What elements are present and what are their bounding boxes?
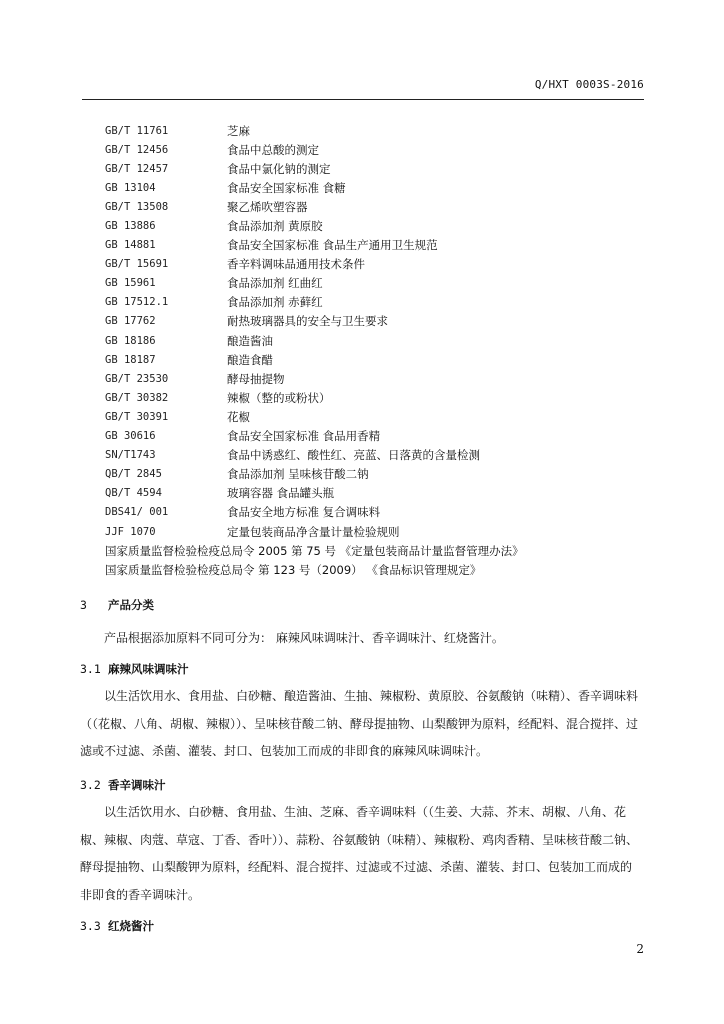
reference-item — [105, 427, 645, 446]
section-number: 3.1 — [80, 662, 101, 676]
reference-code: GB/T 30382 — [105, 391, 169, 404]
reference-item — [105, 197, 645, 216]
reference-code: GB 30616 — [105, 430, 156, 443]
section-3-1-heading — [80, 661, 189, 677]
section-3-3-heading — [80, 918, 154, 934]
reference-code: QB/T 4594 — [105, 487, 162, 500]
reference-code: GB 17512.1 — [105, 296, 169, 309]
section-3-1-body: 以生活饮用水、食用盐、白砂糖、酿造酱油、生抽、辣椒粉、黄原胶、谷氨酸钠（味精）、香辛调味料（（花椒、八角、胡椒、辣椒））、呈味核苷酸二钠、酵母提抽物、山梨酸钾为原料，经配料、混合搅拌、过滤或不过滤、杀菌、灌装、封口、包装加工而成的非即食的麻辣风味调味汁。 — [80, 689, 639, 758]
reference-code: GB/T 12457 — [105, 162, 169, 175]
reference-title: 食品安全国家标准 食品生产通用卫生规范 — [227, 238, 438, 253]
reference-item — [105, 522, 645, 541]
reference-code: GB 18186 — [105, 334, 156, 347]
reference-code: GB 13104 — [105, 181, 156, 194]
reference-item — [105, 369, 645, 388]
reference-code: JJF 1070 — [105, 525, 156, 538]
reference-code: SN/T1743 — [105, 449, 156, 462]
section-title: 麻辣风味调味汁 — [108, 662, 189, 676]
reference-item — [105, 484, 645, 503]
regulation-text: 国家质量监督检验检疫总局令 2005 第 75 号 《定量包装商品计量监督管理办法》 — [105, 543, 524, 558]
section-title: 产品分类 — [108, 598, 154, 612]
reference-title: 芝麻 — [227, 123, 250, 138]
document-code: Q/HXT 0003S-2016 — [534, 78, 644, 91]
regulation-item — [105, 560, 645, 579]
reference-title: 食品中氯化钠的测定 — [227, 161, 331, 176]
reference-item — [105, 312, 645, 331]
reference-item — [105, 407, 645, 426]
reference-title: 花椒 — [227, 409, 250, 424]
reference-title: 食品添加剂 呈味核苷酸二钠 — [227, 467, 369, 482]
regulation-item — [105, 541, 645, 560]
section-number: 3.2 — [80, 778, 101, 792]
reference-item — [105, 465, 645, 484]
reference-item — [105, 446, 645, 465]
section-title: 香辛调味汁 — [108, 778, 166, 792]
reference-title: 食品添加剂 黄原胶 — [227, 219, 323, 234]
reference-title: 聚乙烯吹塑容器 — [227, 199, 308, 214]
normative-references-list — [105, 121, 645, 579]
reference-title: 食品添加剂 赤藓红 — [227, 295, 323, 310]
reference-title: 定量包装商品净含量计量检验规则 — [227, 524, 400, 539]
reference-item — [105, 293, 645, 312]
reference-item — [105, 503, 645, 522]
reference-title: 耐热玻璃器具的安全与卫生要求 — [227, 314, 388, 329]
reference-code: GB/T 23530 — [105, 372, 169, 385]
section-3-2-heading — [80, 777, 166, 793]
page-number: 2 — [636, 942, 644, 956]
reference-code: GB 13886 — [105, 220, 156, 233]
reference-code: GB/T 11761 — [105, 124, 169, 137]
section-number: 3 — [80, 598, 87, 612]
reference-item — [105, 140, 645, 159]
reference-code: GB 17762 — [105, 315, 156, 328]
section-3-heading — [80, 597, 154, 613]
reference-item — [105, 331, 645, 350]
reference-code: GB 15961 — [105, 277, 156, 290]
reference-code: QB/T 2845 — [105, 468, 162, 481]
reference-item — [105, 274, 645, 293]
reference-title: 酿造酱油 — [227, 333, 273, 348]
reference-title: 食品添加剂 红曲红 — [227, 276, 323, 291]
reference-item — [105, 350, 645, 369]
reference-code: GB/T 13508 — [105, 200, 169, 213]
reference-item — [105, 388, 645, 407]
reference-item — [105, 121, 645, 140]
section-title: 红烧酱汁 — [108, 919, 154, 933]
reference-title: 食品中总酸的测定 — [227, 142, 319, 157]
reference-title: 食品安全国家标准 食品用香精 — [227, 429, 381, 444]
section-number: 3.3 — [80, 919, 101, 933]
section-3-2-body: 以生活饮用水、白砂糖、食用盐、生油、芝麻、香辛调味料（（生姜、大蒜、芥末、胡椒、八角、花椒、辣椒、肉蔻、草寇、丁香、香叶））、蒜粉、谷氨酸钠（味精）、辣椒粉、鸡肉香精、呈味核苷酸二钠、酵母提抽物、山梨酸钾为原料，经配料、混合搅拌、过滤或不过滤、杀菌、灌装、封口、包装加工而成的非即食的香辛调味汁。 — [80, 805, 639, 902]
reference-title: 玻璃容器 食品罐头瓶 — [227, 486, 335, 501]
reference-code: GB 14881 — [105, 239, 156, 252]
reference-title: 食品中诱惑红、酸性红、亮蓝、日落黄的含量检测 — [227, 448, 480, 463]
reference-title: 食品安全地方标准 复合调味料 — [227, 505, 381, 520]
reference-code: GB/T 30391 — [105, 410, 169, 423]
reference-item — [105, 216, 645, 235]
reference-item — [105, 255, 645, 274]
reference-title: 辣椒（整的或粉状） — [227, 390, 331, 405]
regulation-text: 国家质量监督检验检疫总局令 第 123 号（2009） 《食品标识管理规定》 — [105, 562, 482, 577]
reference-item — [105, 178, 645, 197]
reference-item — [105, 236, 645, 255]
section-3-intro: 产品根据添加原料不同可分为： 麻辣风味调味汁、香辛调味汁、红烧酱汁。 — [104, 631, 504, 645]
reference-title: 酿造食醋 — [227, 352, 273, 367]
reference-code: GB 18187 — [105, 353, 156, 366]
reference-code: GB/T 12456 — [105, 143, 169, 156]
reference-code: GB/T 15691 — [105, 258, 169, 271]
reference-title: 香辛料调味品通用技术条件 — [227, 257, 365, 272]
reference-code: DBS41/ 001 — [105, 506, 169, 519]
reference-item — [105, 159, 645, 178]
reference-title: 酵母抽提物 — [227, 371, 285, 386]
header-divider — [82, 99, 644, 100]
reference-title: 食品安全国家标准 食糖 — [227, 180, 346, 195]
